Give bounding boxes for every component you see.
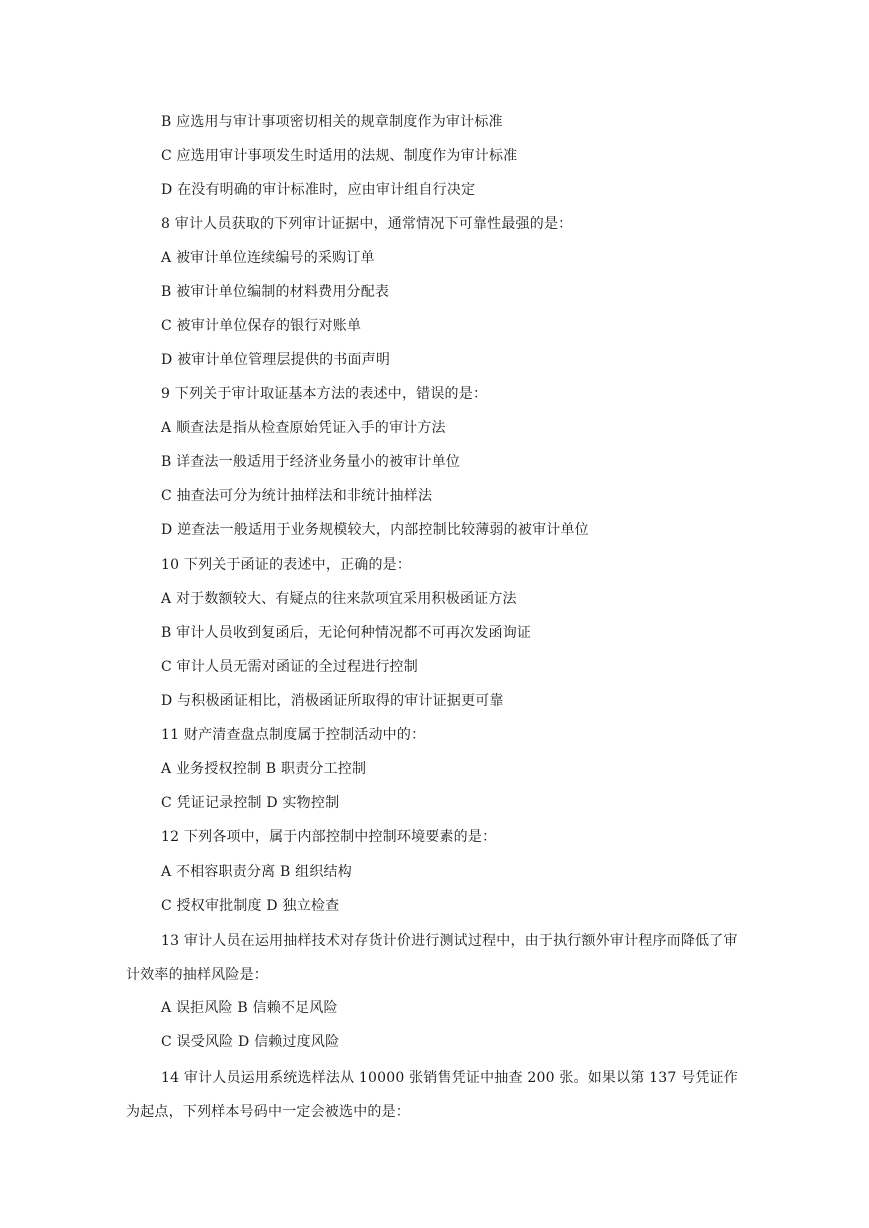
option-9c: C 抽查法可分为统计抽样法和非统计抽样法	[161, 488, 433, 504]
question-12: 12 下列各项中，属于内部控制中控制环境要素的是：	[161, 829, 497, 845]
option-13cd: C 误受风险 D 信赖过度风险	[161, 1034, 340, 1050]
option-13ab: A 误拒风险 B 信赖不足风险	[161, 1000, 338, 1016]
option-7d: D 在没有明确的审计标准时，应由审计组自行决定	[161, 182, 476, 198]
question-10: 10 下列关于函证的表述中，正确的是：	[161, 557, 412, 573]
option-8b: B 被审计单位编制的材料费用分配表	[161, 284, 390, 300]
option-7c: C 应选用审计事项发生时适用的法规、制度作为审计标准	[161, 148, 518, 164]
question-8: 8 审计人员获取的下列审计证据中，通常情况下可靠性最强的是：	[161, 216, 573, 232]
option-10c: C 审计人员无需对函证的全过程进行控制	[161, 659, 418, 675]
option-9a: A 顺查法是指从检查原始凭证入手的审计方法	[161, 420, 446, 436]
option-11ab: A 业务授权控制 B 职责分工控制	[161, 761, 367, 777]
question-14: 14 审计人员运用系统选样法从 10000 张销售凭证中抽查 200 张。如果以第 137 号凭证作为起点，下列样本号码中一定会被选中的是：	[126, 1070, 738, 1120]
option-8d: D 被审计单位管理层提供的书面声明	[161, 352, 391, 368]
option-11cd: C 凭证记录控制 D 实物控制	[161, 795, 340, 811]
question-9: 9 下列关于审计取证基本方法的表述中，错误的是：	[161, 386, 488, 402]
option-12ab: A 不相容职责分离 B 组织结构	[161, 864, 352, 880]
option-9d: D 逆查法一般适用于业务规模较大，内部控制比较薄弱的被审计单位	[161, 522, 589, 538]
option-12cd: C 授权审批制度 D 独立检查	[161, 898, 340, 914]
option-10b: B 审计人员收到复函后，无论何种情况都不可再次发函询证	[161, 625, 532, 641]
question-11: 11 财产清查盘点制度属于控制活动中的：	[161, 727, 426, 743]
option-8a: A 被审计单位连续编号的采购订单	[161, 250, 375, 266]
option-10a: A 对于数额较大、有疑点的往来款项宜采用积极函证方法	[161, 591, 517, 607]
option-9b: B 详查法一般适用于经济业务量小的被审计单位	[161, 454, 461, 470]
question-13: 13 审计人员在运用抽样技术对存货计价进行测试过程中，由于执行额外审计程序而降低了审计效率的抽样风险是：	[126, 933, 738, 983]
option-10d: D 与积极函证相比，消极函证所取得的审计证据更可靠	[161, 693, 504, 709]
option-8c: C 被审计单位保存的银行对账单	[161, 318, 362, 334]
option-7b: B 应选用与审计事项密切相关的规章制度作为审计标准	[161, 114, 503, 130]
